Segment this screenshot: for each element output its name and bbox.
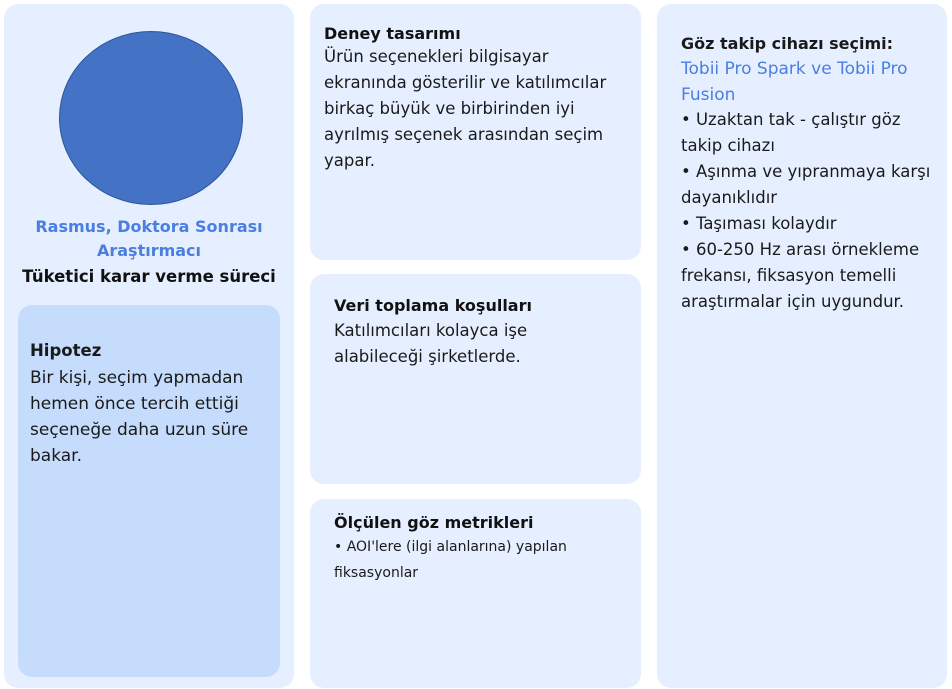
hypothesis-title: Hipotez (30, 341, 102, 360)
eye-metrics-card (310, 499, 641, 688)
data-collection-title: Veri toplama koşulları (334, 296, 532, 315)
profile-topic: Tüketici karar verme süreci (22, 267, 276, 286)
profile-card (4, 4, 294, 688)
eye-tracker-title: Göz takip cihazı seçimi: (681, 34, 894, 53)
experiment-design-text: Ürün seçenekleri bilgisayar ekranında gösterilir ve katılımcılar birkaç büyük ve birbirinden iyi ayrılmış seçenek arasından seçim yapar. (324, 47, 607, 170)
hypothesis-text: Bir kişi, seçim yapmadan hemen önce tercih ettiği seçeneğe daha uzun süre bakar. (30, 368, 249, 466)
eye-metrics-title: Ölçülen göz metrikleri (334, 513, 534, 532)
eye-tracker-features (681, 107, 931, 315)
list-item: • 60-250 Hz arası örnekleme frekansı, fiksasyon temelli araştırmalar için uygundur. (681, 240, 920, 311)
eye-metrics-item: • AOI'lere (ilgi alanlarına) yapılan fiksasyonlar (334, 539, 567, 581)
list-item: • Aşınma ve yıpranmaya karşı dayanıklıdır (681, 162, 931, 207)
experiment-design-card (310, 4, 641, 260)
avatar (59, 31, 243, 205)
data-collection-card (310, 274, 641, 484)
hypothesis-card (18, 305, 280, 677)
list-item: • Taşıması kolaydır (681, 214, 837, 233)
eye-tracker-card (657, 4, 947, 688)
experiment-design-title: Deney tasarımı (324, 24, 461, 43)
data-collection-text: Katılımcıları kolayca işe alabileceği şirketlerde. (334, 321, 528, 366)
eye-tracker-models: Tobii Pro Spark ve Tobii Pro Fusion (681, 59, 908, 105)
list-item: • Uzaktan tak - çalıştır göz takip cihazı (681, 110, 901, 155)
profile-name: Rasmus, Doktora Sonrası Araştırmacı (35, 217, 263, 260)
